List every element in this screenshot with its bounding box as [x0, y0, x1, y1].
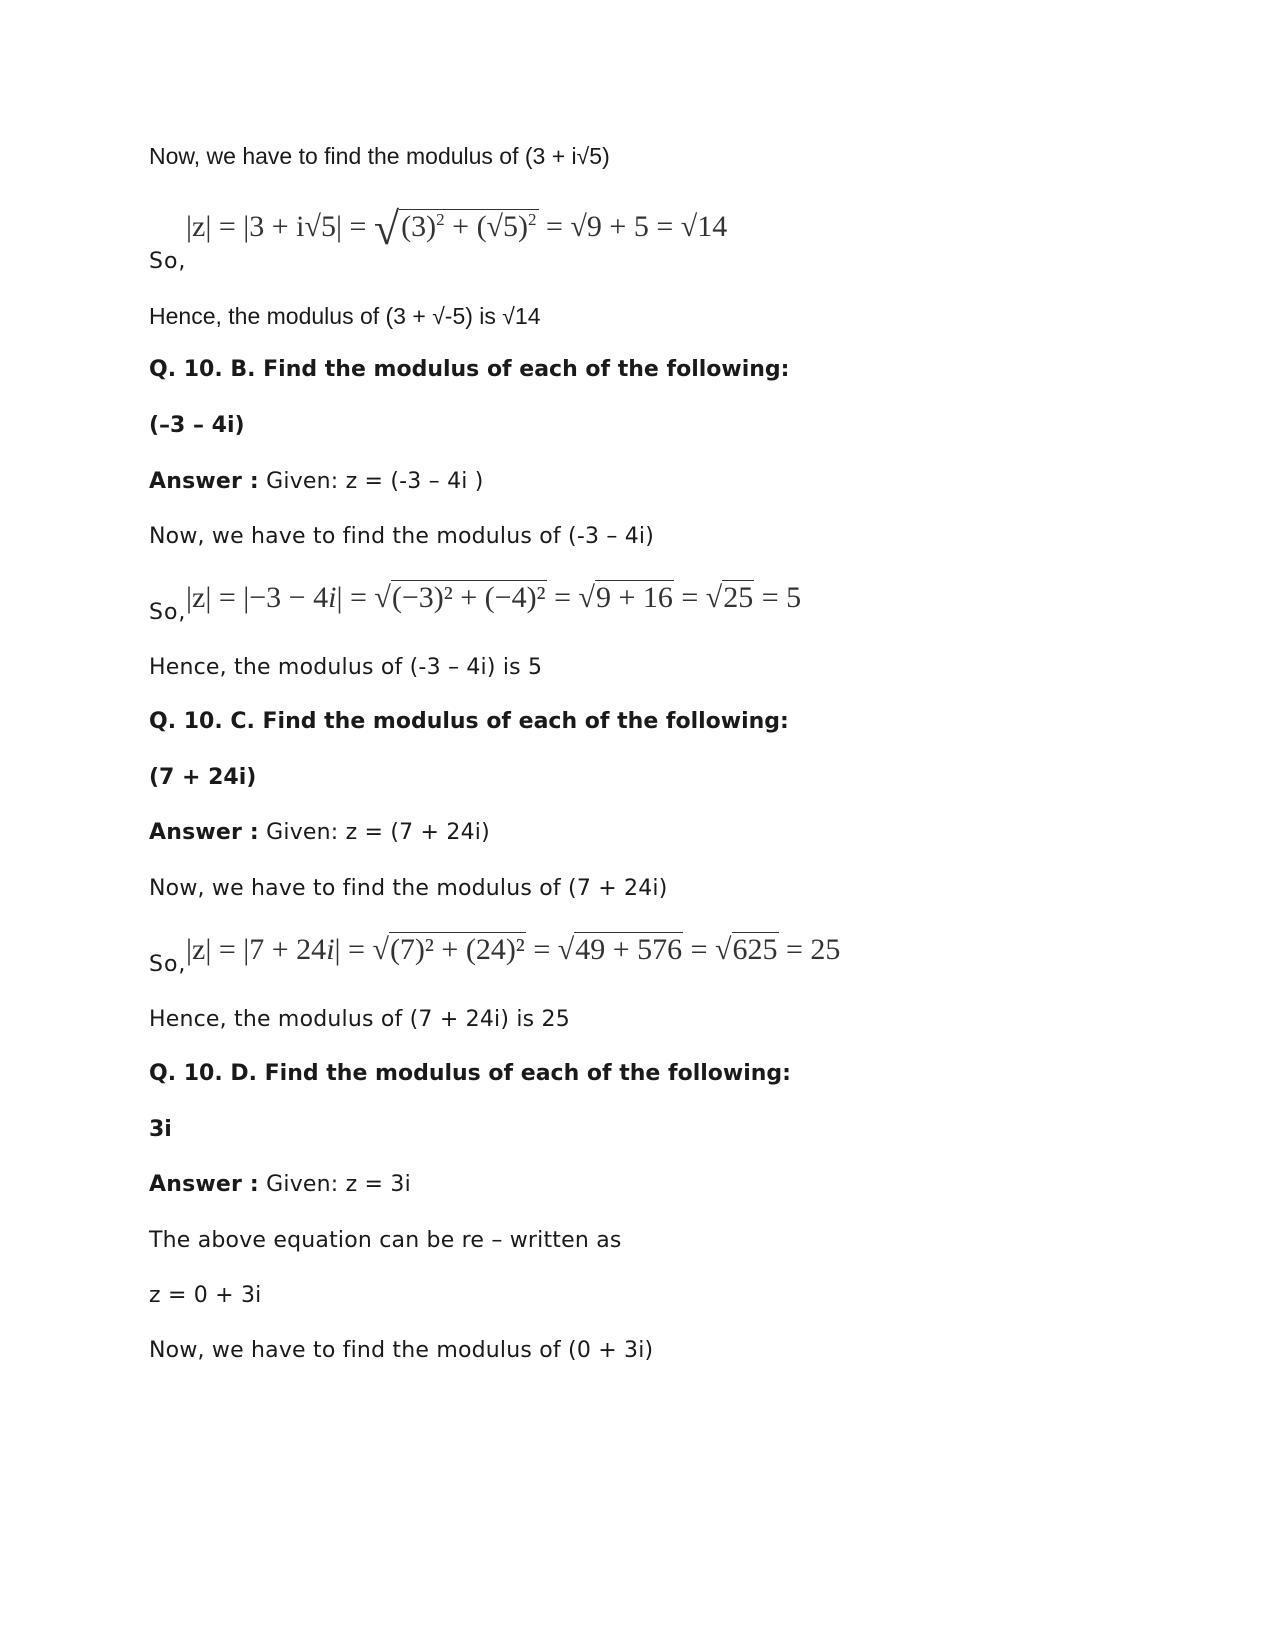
- radicand: (−3)² + (−4)²: [391, 581, 546, 614]
- so-label: So,: [149, 249, 187, 274]
- equals-sign: =: [218, 933, 236, 966]
- text-line: Now, we have to find the modulus of (0 + 3i): [149, 1338, 654, 1363]
- square-root: [372, 933, 525, 967]
- radicand: 625: [732, 933, 778, 966]
- question-title: Q. 10. D. Find the modulus of each of the following:: [149, 1061, 791, 1086]
- equals-sign: =: [348, 933, 365, 966]
- equation-modulus-c: [186, 933, 840, 967]
- equals-sign: =: [690, 933, 708, 966]
- radicand: 25: [723, 581, 754, 614]
- question-expression: (–3 – 4i): [149, 413, 245, 438]
- square-root: [578, 581, 673, 615]
- plus-sign: +: [452, 210, 470, 243]
- square-root: [706, 581, 754, 615]
- answer-line: [149, 820, 490, 845]
- equation-modulus-3-i-root5: [186, 203, 728, 254]
- radical-sign: √: [578, 581, 595, 614]
- so-label: So,: [149, 600, 187, 625]
- hence-line: Hence, the modulus of (-3 – 4i) is 5: [149, 655, 543, 680]
- abs-z: |z|: [186, 933, 212, 966]
- question-title: Q. 10. C. Find the modulus of each of the following:: [149, 709, 789, 734]
- answer-text: Given: z = (-3 – 4i ): [266, 469, 484, 494]
- text-line: Now, we have to find the modulus of (-3 – 4i): [149, 524, 655, 549]
- radical-sign: √: [715, 933, 732, 966]
- square-root: [715, 933, 778, 967]
- equation-modulus-b: [186, 581, 801, 615]
- abs-close: |: [336, 581, 343, 614]
- answer-line: [149, 1172, 411, 1197]
- hence-line: Hence, the modulus of (7 + 24i) is 25: [149, 1007, 570, 1032]
- radicand-term-b: (√5): [476, 210, 529, 243]
- radicand: 49 + 576: [575, 933, 683, 966]
- radical-sign: √: [557, 933, 575, 966]
- equation-result: = 25: [786, 933, 841, 966]
- imaginary-unit: i: [326, 933, 335, 966]
- imaginary-unit: i: [328, 581, 337, 614]
- abs-expression: |7 + 24: [243, 933, 327, 966]
- equals-sign: =: [533, 933, 551, 966]
- answer-text: Given: z = (7 + 24i): [266, 820, 490, 845]
- abs-z: |z|: [186, 581, 212, 614]
- radical-sign: √: [373, 203, 400, 254]
- text-line: Now, we have to find the modulus of (3 + i√5): [149, 143, 610, 169]
- hence-line: Hence, the modulus of (3 + √-5) is √14: [149, 303, 541, 329]
- equals-sign: =: [554, 581, 571, 614]
- abs-expression: |−3 − 4: [243, 581, 329, 614]
- radicand: [399, 209, 538, 243]
- text-line: The above equation can be re – written as: [149, 1228, 622, 1253]
- question-expression: (7 + 24i): [149, 765, 257, 790]
- radical-sign: √: [372, 933, 389, 966]
- answer-label: Answer :: [149, 1172, 259, 1197]
- equation-result: = 5: [761, 581, 802, 614]
- text-line: Now, we have to find the modulus of (7 + 24i): [149, 876, 668, 901]
- square-root: [374, 581, 546, 615]
- abs-close: |: [334, 933, 341, 966]
- exponent: 2: [436, 210, 445, 229]
- square-root: [373, 203, 539, 254]
- equation-rhs: = √9 + 5 = √14: [546, 210, 728, 243]
- question-expression: 3i: [149, 1117, 172, 1142]
- equals-sign: =: [349, 581, 367, 614]
- answer-label: Answer :: [149, 820, 259, 845]
- so-label: So,: [149, 952, 187, 977]
- radicand-term-a: (3): [401, 210, 437, 243]
- text-line: z = 0 + 3i: [149, 1283, 262, 1308]
- question-title: Q. 10. B. Find the modulus of each of the following:: [149, 357, 790, 382]
- equals-sign: =: [218, 581, 236, 614]
- exponent: 2: [528, 210, 537, 229]
- equation-lhs: |z| = |3 + i√5| =: [186, 210, 367, 243]
- answer-line: [149, 469, 484, 494]
- square-root: [558, 933, 683, 967]
- radical-sign: √: [705, 581, 723, 614]
- radicand: 9 + 16: [595, 581, 673, 614]
- answer-text: Given: z = 3i: [266, 1172, 411, 1197]
- radicand: (7)² + (24)²: [389, 933, 525, 966]
- answer-label: Answer :: [149, 469, 259, 494]
- radical-sign: √: [374, 581, 391, 614]
- equals-sign: =: [681, 581, 699, 614]
